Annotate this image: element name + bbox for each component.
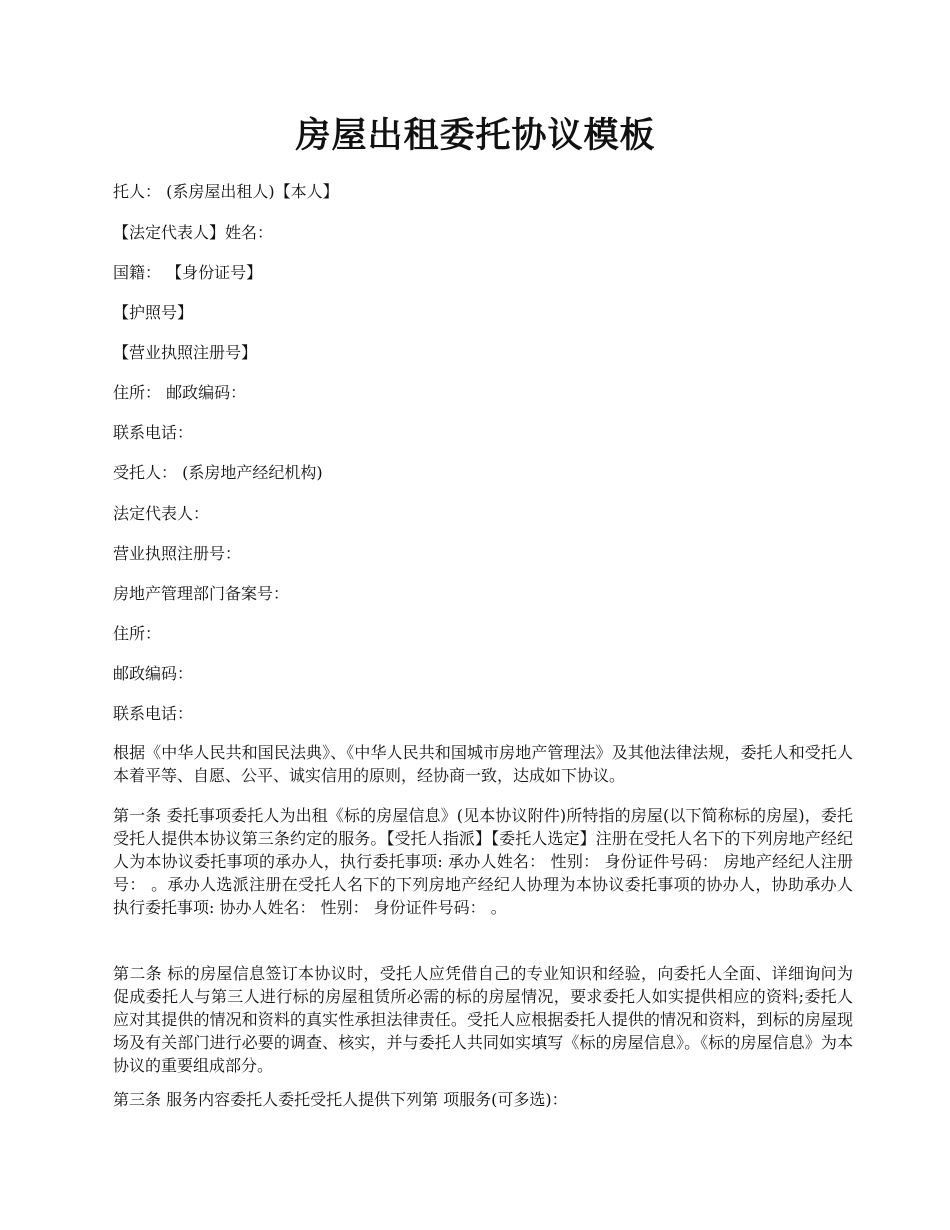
- article-2-paragraph: 第二条 标的房屋信息签订本协议时，受托人应凭借自己的专业知识和经验，向委托人全面、详细询问为促成委托人与第三人进行标的房屋租赁所必需的标的房屋情况，要求委托人如实提供相应的资料;委托人应对其提供的情况和资料的真实性承担法律责任。受托人应根据委托人提供的情况和资料，到标的房屋现场及有关部门进行必要的调查、核实，并与委托人共同如实填写《标的房屋信息》。《标的房屋信息》为本协议的重要组成部分。: [113, 964, 853, 1075]
- article-1-paragraph: 第一条 委托事项委托人为出租《标的房屋信息》(见本协议附件)所特指的房屋(以下简称标的房屋)，委托受托人提供本协议第三条约定的服务。【受托人指派】【委托人选定】注册在受托人名下的下列房地产经纪人为本协议委托事项的承办人，执行委托事项: 承办人姓名： 性别： 身份证件号码： 房地产经纪人注册号： 。承办人选派注册在受托人名下的下列房地产经纪人协理为本协议委托事项的协办人，协助承办人执行委托事项: 协办人姓名： 性别： 身份证件号码： 。: [113, 806, 853, 917]
- agent-phone-line: 联系电话：: [113, 704, 194, 723]
- agent-business-license-line: 营业执照注册号：: [113, 544, 242, 563]
- article-3-paragraph: 第三条 服务内容委托人委托受托人提供下列第 项服务(可多选)：: [113, 1090, 568, 1109]
- document-title: 房屋出租委托协议模板: [295, 115, 656, 156]
- preamble-paragraph: 根据《中华人民共和国民法典》、《中华人民共和国城市房地产管理法》及其他法律法规，委托人和受托人本着平等、自愿、公平、诚实信用的原则，经协商一致，达成如下协议。: [113, 743, 853, 785]
- principal-line: 托人： (系房屋出租人)【本人】: [113, 182, 339, 201]
- business-license-line: 【营业执照注册号】: [113, 343, 258, 362]
- nationality-id-line: 国籍： 【身份证号】: [113, 263, 263, 282]
- principal-address-line: 住所： 邮政编码：: [113, 383, 247, 402]
- passport-line: 【护照号】: [113, 303, 194, 322]
- principal-phone-line: 联系电话：: [113, 423, 194, 442]
- legal-representative-name-line: 【法定代表人】姓名：: [113, 223, 274, 242]
- agent-line: 受托人： (系房地产经纪机构): [113, 463, 323, 482]
- agent-postal-code-line: 邮政编码：: [113, 664, 194, 683]
- agent-filing-number-line: 房地产管理部门备案号：: [113, 584, 290, 603]
- agent-address-line: 住所：: [113, 624, 162, 643]
- agent-legal-representative-line: 法定代表人：: [113, 504, 210, 523]
